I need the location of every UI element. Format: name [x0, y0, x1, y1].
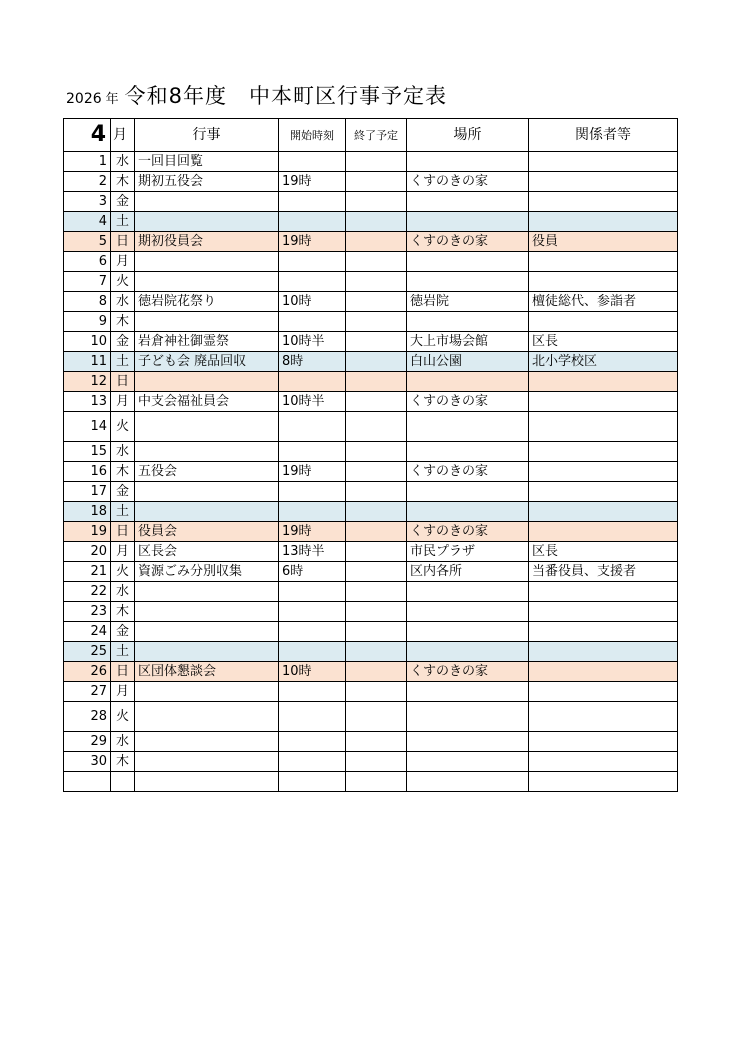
end-time-cell: [346, 562, 407, 582]
weekday-cell: 日: [111, 372, 135, 392]
place-cell: [407, 212, 529, 232]
start-time-cell: [279, 732, 346, 752]
day-cell: 1: [64, 152, 111, 172]
table-row: [64, 682, 678, 702]
people-cell: [529, 732, 678, 752]
start-time-cell: 6時: [279, 562, 346, 582]
table-row: [64, 232, 678, 252]
place-cell: 白山公園: [407, 352, 529, 372]
start-time-cell: [279, 752, 346, 772]
weekday-cell: 土: [111, 212, 135, 232]
place-cell: [407, 642, 529, 662]
day-cell: 10: [64, 332, 111, 352]
end-time-cell: [346, 232, 407, 252]
header-people: 関係者等: [529, 119, 678, 152]
end-time-cell: [346, 212, 407, 232]
header-end: 終了予定: [346, 119, 407, 152]
start-time-cell: [279, 192, 346, 212]
header-month: 4: [64, 119, 111, 152]
table-row: [64, 542, 678, 562]
table-row: [64, 462, 678, 482]
start-time-cell: 19時: [279, 462, 346, 482]
table-row: [64, 702, 678, 732]
place-cell: [407, 192, 529, 212]
weekday-cell: 土: [111, 352, 135, 372]
end-time-cell: [346, 332, 407, 352]
table-row: [64, 292, 678, 312]
header-event: 行事: [135, 119, 279, 152]
start-time-cell: [279, 372, 346, 392]
place-cell: [407, 502, 529, 522]
start-time-cell: [279, 702, 346, 732]
day-cell: 4: [64, 212, 111, 232]
place-cell: くすのきの家: [407, 522, 529, 542]
end-time-cell: [346, 412, 407, 442]
people-cell: [529, 502, 678, 522]
weekday-cell: 土: [111, 502, 135, 522]
place-cell: 市民プラザ: [407, 542, 529, 562]
people-cell: 北小学校区: [529, 352, 678, 372]
start-time-cell: [279, 682, 346, 702]
table-row: [64, 412, 678, 442]
day-cell: 17: [64, 482, 111, 502]
title-year: 2026: [66, 91, 102, 107]
table-row: [64, 332, 678, 352]
day-cell: 7: [64, 272, 111, 292]
start-time-cell: 10時: [279, 292, 346, 312]
start-time-cell: [279, 272, 346, 292]
event-cell: 期初役員会: [135, 232, 279, 252]
people-cell: [529, 212, 678, 232]
day-cell: 21: [64, 562, 111, 582]
title-year-unit: 年: [105, 92, 119, 107]
day-cell: 2: [64, 172, 111, 192]
day-cell: 24: [64, 622, 111, 642]
event-cell: [135, 442, 279, 462]
weekday-cell: 火: [111, 562, 135, 582]
table-row: [64, 522, 678, 542]
end-time-cell: [346, 152, 407, 172]
people-cell: [529, 152, 678, 172]
people-cell: [529, 372, 678, 392]
place-cell: [407, 372, 529, 392]
weekday-cell: 日: [111, 662, 135, 682]
place-cell: [407, 272, 529, 292]
event-cell: [135, 642, 279, 662]
place-cell: [407, 622, 529, 642]
table-row: [64, 752, 678, 772]
table-row: [64, 732, 678, 752]
start-time-cell: [279, 412, 346, 442]
people-cell: [529, 192, 678, 212]
event-cell: [135, 702, 279, 732]
event-cell: 中支会福祉員会: [135, 392, 279, 412]
day-cell: 30: [64, 752, 111, 772]
table-row: [64, 772, 678, 792]
place-cell: くすのきの家: [407, 392, 529, 412]
event-cell: [135, 682, 279, 702]
event-cell: [135, 582, 279, 602]
table-row: [64, 622, 678, 642]
weekday-cell: 日: [111, 232, 135, 252]
day-cell: 15: [64, 442, 111, 462]
event-cell: [135, 622, 279, 642]
people-cell: [529, 442, 678, 462]
start-time-cell: [279, 622, 346, 642]
people-cell: [529, 272, 678, 292]
people-cell: [529, 412, 678, 442]
place-cell: [407, 752, 529, 772]
people-cell: [529, 702, 678, 732]
end-time-cell: [346, 702, 407, 732]
event-cell: [135, 772, 279, 792]
end-time-cell: [346, 352, 407, 372]
end-time-cell: [346, 682, 407, 702]
event-cell: [135, 192, 279, 212]
place-cell: [407, 772, 529, 792]
people-cell: [529, 252, 678, 272]
day-cell: 8: [64, 292, 111, 312]
people-cell: [529, 172, 678, 192]
day-cell: 27: [64, 682, 111, 702]
start-time-cell: [279, 252, 346, 272]
weekday-cell: 水: [111, 152, 135, 172]
day-cell: 18: [64, 502, 111, 522]
page-title: [66, 80, 447, 108]
people-cell: [529, 462, 678, 482]
place-cell: [407, 732, 529, 752]
event-cell: 区長会: [135, 542, 279, 562]
event-cell: 子ども会 廃品回収: [135, 352, 279, 372]
place-cell: [407, 482, 529, 502]
day-cell: 3: [64, 192, 111, 212]
weekday-cell: 水: [111, 582, 135, 602]
day-cell: 20: [64, 542, 111, 562]
end-time-cell: [346, 772, 407, 792]
start-time-cell: 8時: [279, 352, 346, 372]
place-cell: [407, 702, 529, 732]
header-row: [64, 119, 678, 152]
place-cell: [407, 312, 529, 332]
place-cell: くすのきの家: [407, 172, 529, 192]
start-time-cell: 19時: [279, 522, 346, 542]
start-time-cell: [279, 582, 346, 602]
start-time-cell: [279, 212, 346, 232]
end-time-cell: [346, 462, 407, 482]
end-time-cell: [346, 272, 407, 292]
weekday-cell: [111, 772, 135, 792]
event-cell: [135, 272, 279, 292]
end-time-cell: [346, 752, 407, 772]
people-cell: [529, 602, 678, 622]
table-row: [64, 482, 678, 502]
weekday-cell: 木: [111, 752, 135, 772]
end-time-cell: [346, 192, 407, 212]
people-cell: 当番役員、支援者: [529, 562, 678, 582]
start-time-cell: 13時半: [279, 542, 346, 562]
start-time-cell: 10時半: [279, 332, 346, 352]
end-time-cell: [346, 172, 407, 192]
people-cell: [529, 482, 678, 502]
header-place: 場所: [407, 119, 529, 152]
start-time-cell: [279, 642, 346, 662]
table-row: [64, 212, 678, 232]
start-time-cell: [279, 502, 346, 522]
event-cell: [135, 252, 279, 272]
table-row: [64, 252, 678, 272]
day-cell: 11: [64, 352, 111, 372]
table-row: [64, 392, 678, 412]
day-cell: 9: [64, 312, 111, 332]
day-cell: 25: [64, 642, 111, 662]
table-row: [64, 582, 678, 602]
weekday-cell: 水: [111, 442, 135, 462]
table-row: [64, 152, 678, 172]
weekday-cell: 土: [111, 642, 135, 662]
end-time-cell: [346, 582, 407, 602]
day-cell: 22: [64, 582, 111, 602]
weekday-cell: 月: [111, 682, 135, 702]
weekday-cell: 火: [111, 702, 135, 732]
place-cell: 大上市場会館: [407, 332, 529, 352]
end-time-cell: [346, 502, 407, 522]
weekday-cell: 金: [111, 332, 135, 352]
event-cell: [135, 502, 279, 522]
people-cell: 檀徒総代、参詣者: [529, 292, 678, 312]
weekday-cell: 木: [111, 462, 135, 482]
day-cell: 28: [64, 702, 111, 732]
end-time-cell: [346, 482, 407, 502]
weekday-cell: 金: [111, 482, 135, 502]
place-cell: くすのきの家: [407, 662, 529, 682]
place-cell: くすのきの家: [407, 232, 529, 252]
weekday-cell: 火: [111, 272, 135, 292]
place-cell: 区内各所: [407, 562, 529, 582]
start-time-cell: [279, 152, 346, 172]
people-cell: [529, 312, 678, 332]
weekday-cell: 金: [111, 622, 135, 642]
start-time-cell: [279, 602, 346, 622]
end-time-cell: [346, 622, 407, 642]
day-cell: 26: [64, 662, 111, 682]
weekday-cell: 木: [111, 172, 135, 192]
event-cell: 五役会: [135, 462, 279, 482]
day-cell: 5: [64, 232, 111, 252]
start-time-cell: [279, 772, 346, 792]
table-row: [64, 272, 678, 292]
end-time-cell: [346, 732, 407, 752]
day-cell: 12: [64, 372, 111, 392]
day-cell: 14: [64, 412, 111, 442]
day-cell: 23: [64, 602, 111, 622]
people-cell: [529, 392, 678, 412]
event-cell: 期初五役会: [135, 172, 279, 192]
table-row: [64, 352, 678, 372]
event-cell: 区団体懇談会: [135, 662, 279, 682]
people-cell: [529, 772, 678, 792]
table-row: [64, 372, 678, 392]
event-cell: 徳岩院花祭り: [135, 292, 279, 312]
weekday-cell: 日: [111, 522, 135, 542]
people-cell: [529, 682, 678, 702]
place-cell: [407, 682, 529, 702]
table-row: [64, 562, 678, 582]
day-cell: [64, 772, 111, 792]
title-main: 令和8年度 中本町区行事予定表: [124, 84, 448, 108]
weekday-cell: 月: [111, 252, 135, 272]
place-cell: [407, 152, 529, 172]
place-cell: くすのきの家: [407, 462, 529, 482]
schedule-table: [63, 118, 678, 792]
people-cell: [529, 622, 678, 642]
table-row: [64, 642, 678, 662]
end-time-cell: [346, 442, 407, 462]
start-time-cell: 19時: [279, 172, 346, 192]
day-cell: 13: [64, 392, 111, 412]
end-time-cell: [346, 642, 407, 662]
header-month-unit: 月: [111, 119, 135, 152]
people-cell: [529, 642, 678, 662]
people-cell: [529, 582, 678, 602]
event-cell: 岩倉神社御霊祭: [135, 332, 279, 352]
end-time-cell: [346, 392, 407, 412]
event-cell: [135, 732, 279, 752]
table-row: [64, 172, 678, 192]
end-time-cell: [346, 542, 407, 562]
weekday-cell: 木: [111, 312, 135, 332]
event-cell: 資源ごみ分別収集: [135, 562, 279, 582]
weekday-cell: 水: [111, 732, 135, 752]
people-cell: [529, 752, 678, 772]
table-row: [64, 192, 678, 212]
start-time-cell: 10時半: [279, 392, 346, 412]
start-time-cell: [279, 482, 346, 502]
day-cell: 29: [64, 732, 111, 752]
start-time-cell: [279, 442, 346, 462]
weekday-cell: 月: [111, 542, 135, 562]
end-time-cell: [346, 662, 407, 682]
day-cell: 19: [64, 522, 111, 542]
end-time-cell: [346, 602, 407, 622]
day-cell: 6: [64, 252, 111, 272]
weekday-cell: 木: [111, 602, 135, 622]
people-cell: 区長: [529, 332, 678, 352]
event-cell: 一回目回覧: [135, 152, 279, 172]
weekday-cell: 火: [111, 412, 135, 442]
people-cell: 区長: [529, 542, 678, 562]
start-time-cell: 10時: [279, 662, 346, 682]
end-time-cell: [346, 522, 407, 542]
end-time-cell: [346, 312, 407, 332]
event-cell: [135, 752, 279, 772]
place-cell: [407, 582, 529, 602]
event-cell: [135, 372, 279, 392]
place-cell: 徳岩院: [407, 292, 529, 312]
start-time-cell: 19時: [279, 232, 346, 252]
weekday-cell: 月: [111, 392, 135, 412]
end-time-cell: [346, 292, 407, 312]
people-cell: [529, 522, 678, 542]
event-cell: [135, 412, 279, 442]
place-cell: [407, 602, 529, 622]
end-time-cell: [346, 252, 407, 272]
event-cell: 役員会: [135, 522, 279, 542]
start-time-cell: [279, 312, 346, 332]
event-cell: [135, 312, 279, 332]
weekday-cell: 水: [111, 292, 135, 312]
table-row: [64, 602, 678, 622]
table-row: [64, 662, 678, 682]
place-cell: [407, 412, 529, 442]
people-cell: [529, 662, 678, 682]
event-cell: [135, 482, 279, 502]
table-row: [64, 312, 678, 332]
place-cell: [407, 252, 529, 272]
people-cell: 役員: [529, 232, 678, 252]
event-cell: [135, 212, 279, 232]
day-cell: 16: [64, 462, 111, 482]
event-cell: [135, 602, 279, 622]
end-time-cell: [346, 372, 407, 392]
table-row: [64, 442, 678, 462]
place-cell: [407, 442, 529, 462]
header-start: 開始時刻: [279, 119, 346, 152]
weekday-cell: 金: [111, 192, 135, 212]
table-row: [64, 502, 678, 522]
